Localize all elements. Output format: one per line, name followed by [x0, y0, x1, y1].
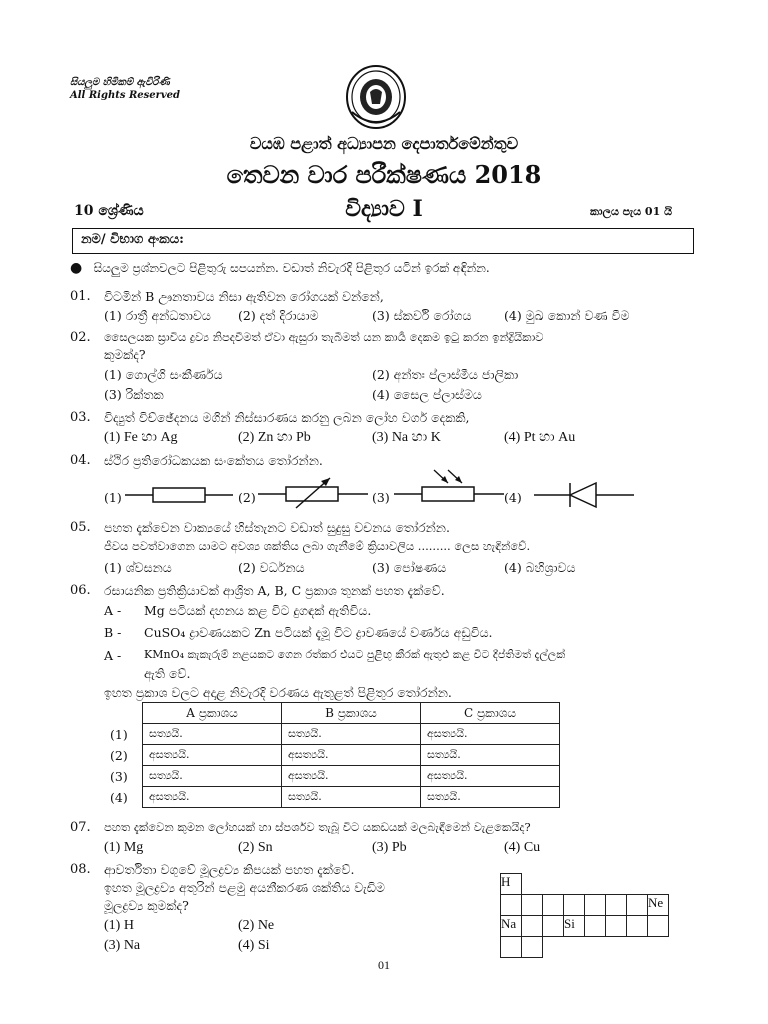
q8-option-3[interactable]: (3) Na: [104, 938, 141, 953]
cell-a: සත්‍යයි.: [143, 724, 282, 745]
emblem-icon: [344, 64, 408, 130]
q5-option-1[interactable]: (1) ශ්වසනය: [104, 560, 172, 575]
q4-option-4[interactable]: (4): [504, 490, 522, 505]
q6-statement-c-cont: ඇති වේ.: [144, 666, 191, 681]
element-h: H: [501, 874, 522, 895]
q1-number: 01.: [70, 289, 91, 304]
periodic-table-fragment: [500, 873, 669, 958]
q8-option-2[interactable]: (2) Ne: [238, 918, 275, 933]
q6-header-b: B ප්‍රකාශය: [282, 703, 421, 724]
q1-option-2[interactable]: (2) දත් දිරායාම: [238, 308, 319, 323]
q2-option-1[interactable]: (1) ගොල්ගි සංකීර්ණය: [104, 367, 223, 382]
cell-a: අසත්‍යයි.: [143, 745, 282, 766]
q5-number: 05.: [70, 520, 91, 535]
q8-text-line1: ආවර්තිතා වගුවේ මූලද්‍රව්‍ය කිපයක් පහත දැක්වේ.: [104, 862, 355, 877]
q8-option-4[interactable]: (4) Si: [238, 938, 270, 953]
fixed-resistor-symbol: [125, 480, 233, 510]
q6-table-intro: ඉහත ප්‍රකාශ වලට අදාළ නිවැරදි වරණය ඇතුළත් පිළිතුර තෝරන්න.: [104, 685, 452, 700]
cell-a: සත්‍යයි.: [143, 766, 282, 787]
q6-statement-c-label: A -: [104, 648, 122, 663]
q6-statement-a: Mg පටියක් දහනය කළ විට දුගඳක් ඇතිවිය.: [144, 603, 372, 618]
bullet-icon: ●: [70, 260, 83, 276]
instruction: [70, 260, 490, 276]
q4-number: 04.: [70, 453, 91, 468]
cell-a: අසත්‍යයි.: [143, 787, 282, 808]
q7-option-4[interactable]: (4) Cu: [504, 840, 541, 855]
q7-option-3[interactable]: (3) Pb: [372, 840, 407, 855]
q6-table-header: [104, 703, 560, 724]
row-number: (4): [110, 789, 128, 805]
cell-b: අසත්‍යයි.: [282, 766, 421, 787]
q1-option-4[interactable]: (4) මුඛ කොන් වණ වීම: [504, 308, 630, 323]
element-ne: Ne: [648, 895, 669, 916]
q1-text: විටමින් B ඌනතාවය නිසා ඇතිවන රෝගයක් වන්නේ,: [104, 289, 384, 304]
q3-option-3[interactable]: (3) Na හා K: [372, 430, 441, 445]
q7-option-1[interactable]: (1) Mg: [104, 840, 144, 855]
q4-text: ස්ථිර ප්‍රතිරෝධකයක සංකේතය තෝරන්න.: [104, 453, 323, 468]
q6-header-a: A ප්‍රකාශය: [143, 703, 282, 724]
q5-option-2[interactable]: (2) වර්ධනය: [238, 560, 305, 575]
q6-header-c: C ප්‍රකාශය: [421, 703, 560, 724]
q2-text-line1: සෛලයක ස්‍රාවිය ද්‍රව්‍ය නිපදවීමත් ඒවා ඇසුරා තැබීමත් යන කාර්‍ය දෙකම ඉටු කරන ඉන්ද්‍රියිකාව: [104, 330, 544, 344]
copyright-notice: [70, 76, 180, 102]
q6-statement-a-label: A -: [104, 603, 122, 618]
all-rights-reserved: All Rights Reserved: [70, 90, 181, 101]
cell-c: අසත්‍යයි.: [421, 766, 560, 787]
q3-option-2[interactable]: (2) Zn හා Pb: [238, 430, 311, 445]
q6-statement-c: KMnO₄ කැකැරුම් නළයකට ගෙන රත්කර එයට පුළිඟු කීරක් ඇතුළු කළ විට දීප්තිමත් දැල්ලක්: [144, 648, 566, 661]
name-index-box[interactable]: [72, 228, 694, 254]
q1-option-1[interactable]: (1) රාත්‍රී අන්ධතාවය: [104, 308, 211, 323]
q3-number: 03.: [70, 410, 91, 425]
q8-number: 08.: [70, 862, 91, 877]
q7-option-2[interactable]: (2) Sn: [238, 840, 273, 855]
q7-text: පහත දැක්වෙන කුමන ලෝහයක් හා ස්පර්ශව තැබූ විට යකඩයක් මලබැඳීමෙන් වැළකෙයිද?: [104, 820, 531, 834]
cell-c: සත්‍යයි.: [421, 787, 560, 808]
subject-title: විද්‍යාව I: [345, 196, 423, 222]
q8-option-1[interactable]: (1) H: [104, 918, 134, 933]
time-label: කාලය පැය 01 යි: [590, 205, 672, 218]
q3-option-1[interactable]: (1) Fe හා Ag: [104, 430, 178, 445]
q7-number: 07.: [70, 820, 91, 835]
cell-c: සත්‍යයි.: [421, 745, 560, 766]
grade-label: 10 ශ්‍රේණිය: [74, 203, 144, 219]
instruction-text: සියලුම ප්‍රශ්නවලට පිළිතුරු සපයන්න. වඩාත් නිවැරදි පිළිතුර යටින් ඉරක් අඳින්න.: [93, 261, 490, 275]
q3-text: විද්‍යුත් විච්ඡේදනය මගින් නිස්සාරණය කරනු ලබන ලෝහ වර්ග දෙකකි,: [104, 410, 470, 425]
q8-text-line3: මූලද්‍රව්‍ය කුමක්ද?: [104, 898, 189, 913]
q4-option-1[interactable]: (1): [104, 490, 122, 505]
exam-title: තෙවන වාර පරීක්ෂණය 2018: [226, 160, 542, 189]
q6-text: රසායනික ප්‍රතික්‍රියාවක් ආශ්‍රිත A, B, C ප්‍රකාශ තුනක් පහත දැක්වේ.: [104, 583, 445, 598]
q8-text-line2: ඉහත මූලද්‍රව්‍ය අතුරින් පළමු අයනීකරණ ශක්තිය වැඩිම: [104, 880, 385, 895]
ldr-symbol: [394, 466, 504, 512]
q6-statement-b-label: B -: [104, 625, 122, 640]
q2-option-2[interactable]: (2) අන්තඃ ප්ලාස්මීය ජාලිකා: [372, 367, 519, 382]
q2-number: 02.: [70, 330, 91, 345]
element-si: Si: [564, 916, 585, 937]
row-number: (3): [110, 768, 128, 784]
cell-b: අසත්‍යයි.: [282, 745, 421, 766]
q2-text-line2: කුමක්ද?: [104, 347, 146, 362]
variable-resistor-symbol: [258, 472, 368, 512]
q4-option-2[interactable]: (2): [238, 490, 256, 505]
copyright-si: සියලුම හිමිකම් ඇවිරිණි: [70, 77, 170, 88]
row-number: (1): [110, 726, 128, 742]
q1-option-3[interactable]: (3) ස්කර්වි රෝගය: [372, 308, 472, 323]
q5-option-3[interactable]: (3) පෝෂණය: [372, 560, 447, 575]
department-name: වයඹ පළාත් අධ්‍යාපන දෙපාර්තමේන්තුව: [249, 134, 519, 153]
table-row[interactable]: [104, 724, 560, 745]
table-row[interactable]: [104, 745, 560, 766]
q5-option-4[interactable]: (4) බහිශ්‍රාවය: [504, 560, 576, 575]
cell-b: සත්‍යයි.: [282, 724, 421, 745]
cell-c: අසත්‍යයි.: [421, 724, 560, 745]
element-na: Na: [501, 916, 522, 937]
q3-option-4[interactable]: (4) Pt හා Au: [504, 430, 576, 445]
diode-symbol: [534, 480, 634, 510]
q2-option-4[interactable]: (4) සෛල ප්ලාස්මය: [372, 387, 482, 402]
cell-b: සත්‍යයි.: [282, 787, 421, 808]
q6-number: 06.: [70, 583, 91, 598]
table-row[interactable]: [104, 766, 560, 787]
q5-text-line1: පහත දැක්වෙන වාක්‍යයේ හිස්තැනට වඩාත් සුදුසු වචනය තෝරන්න.: [104, 520, 450, 535]
q2-option-3[interactable]: (3) රික්තක: [104, 387, 164, 402]
table-row[interactable]: [104, 787, 560, 808]
q6-statement-b: CuSO₄ ද්‍රාවණයකට Zn පටියක් දැමූ විට ද්‍රාවණයේ වර්ණය අඩුවිය.: [144, 625, 493, 640]
q4-option-3[interactable]: (3): [372, 490, 390, 505]
row-number: (2): [110, 747, 128, 763]
name-index-label: නම/ විභාග අංකය:: [81, 232, 184, 247]
q5-text-line2: ජීවය පවත්වාගෙන යාමට අවශ්‍ය ශක්තිය ලබා ගැනීමේ ක්‍රියාවලිය ......... ලෙස හැඳින්වේ.: [104, 539, 531, 553]
page-number: 01: [378, 958, 390, 972]
q6-table: [104, 702, 560, 808]
